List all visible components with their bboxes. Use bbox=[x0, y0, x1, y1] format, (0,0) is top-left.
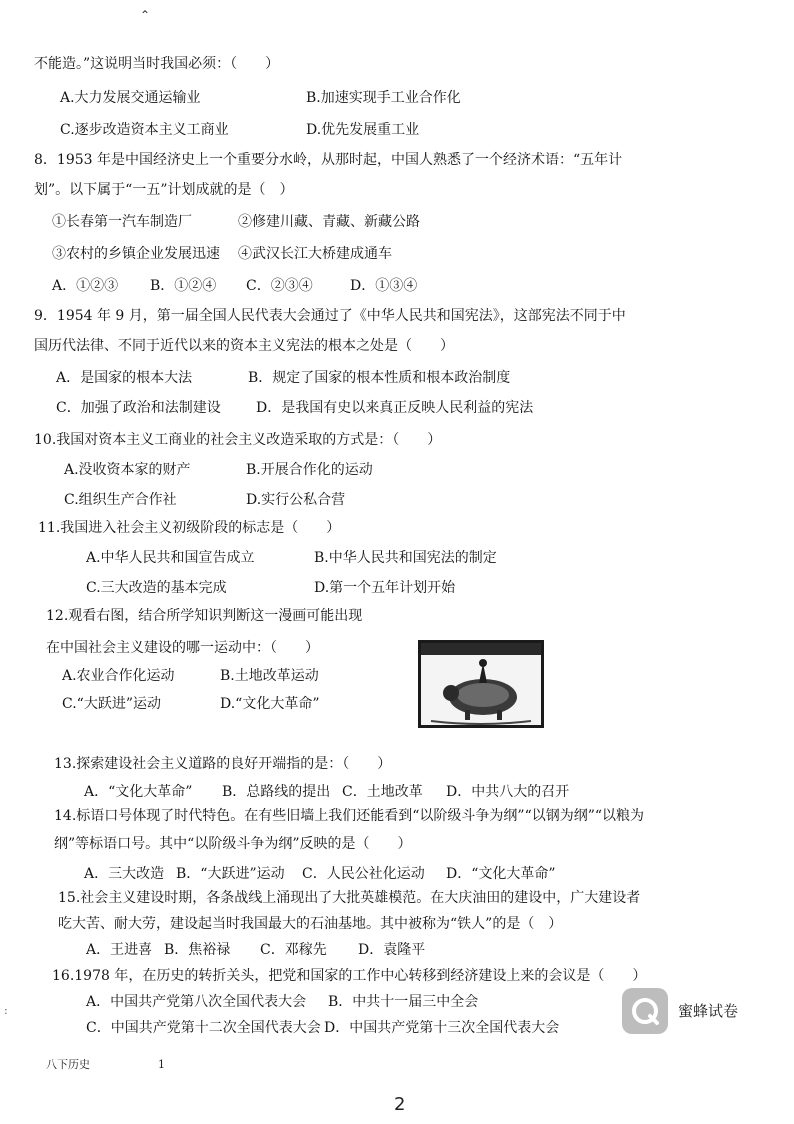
q10-option-b: B.开展合作化的运动 bbox=[246, 462, 373, 478]
q16-option-b: B．中共十一届三中全会 bbox=[328, 994, 479, 1010]
q13-option-d: D．中共八大的召开 bbox=[446, 784, 570, 800]
q16-option-c: C．中国共产党第十二次全国代表大会 bbox=[86, 1020, 321, 1036]
margin-mark: : bbox=[4, 1004, 8, 1017]
q8-option-b: B．①②④ bbox=[150, 278, 217, 294]
q15-stem-line1: 15.社会主义建设时期，各条战线上涌现出了大批英雄模范。在大庆油田的建设中，广大建设者 bbox=[58, 890, 641, 906]
q15-option-b: B．焦裕禄 bbox=[164, 942, 231, 958]
q7-option-d: D.优先发展重工业 bbox=[306, 122, 420, 138]
q7-option-a: A.大力发展交通运输业 bbox=[60, 90, 201, 106]
q8-option-a: A．①②③ bbox=[52, 278, 119, 294]
cartoon-image bbox=[418, 640, 544, 728]
q8-item-1: ①长春第一汽车制造厂 bbox=[52, 214, 192, 230]
q7-option-b: B.加速实现手工业合作化 bbox=[306, 90, 461, 106]
bee-logo-icon bbox=[630, 996, 660, 1026]
q8-stem-line1: 8．1953 年是中国经济史上一个重要分水岭，从那时起，中国人熟悉了一个经济术语：“五年计 bbox=[34, 152, 623, 168]
q16-stem: 16.1978 年，在历史的转折关头，把党和国家的工作中心转移到经济建设上来的会议是（ ） bbox=[52, 968, 647, 984]
q9-option-b: B．规定了国家的根本性质和根本政治制度 bbox=[248, 370, 511, 386]
q14-option-b: B．“大跃进”运动 bbox=[176, 866, 285, 882]
q15-option-c: C．邓稼先 bbox=[260, 942, 327, 958]
q10-option-a: A.没收资本家的财产 bbox=[64, 462, 191, 478]
q15-option-d: D．袁隆平 bbox=[358, 942, 426, 958]
q8-option-c: C．②③④ bbox=[246, 278, 313, 294]
q13-stem: 13.探索建设社会主义道路的良好开端指的是：（ ） bbox=[54, 756, 392, 772]
q16-option-a: A．中国共产党第八次全国代表大会 bbox=[86, 994, 307, 1010]
q13-option-c: C．土地改革 bbox=[342, 784, 423, 800]
q9-option-c: C．加强了政治和法制建设 bbox=[56, 400, 221, 416]
q9-option-d: D．是我国有史以来真正反映人民利益的宪法 bbox=[256, 400, 534, 416]
brand-name: 蜜蜂试卷 bbox=[678, 1002, 739, 1020]
q14-option-a: A．三大改造 bbox=[84, 866, 165, 882]
footer-subject: 八下历史 bbox=[46, 1058, 90, 1071]
q11-stem: 11.我国进入社会主义初级阶段的标志是（ ） bbox=[38, 520, 341, 536]
scan-mark: ⌃ bbox=[140, 8, 151, 22]
q8-item-2: ②修建川藏、青藏、新藏公路 bbox=[238, 214, 420, 230]
q15-stem-line2: 吃大苦、耐大劳，建设起当时我国最大的石油基地。其中被称为“铁人”的是（ ） bbox=[58, 916, 563, 932]
q11-option-a: A.中华人民共和国宣告成立 bbox=[86, 550, 255, 566]
q11-option-b: B.中华人民共和国宪法的制定 bbox=[314, 550, 497, 566]
q8-item-4: ④武汉长江大桥建成通车 bbox=[238, 246, 392, 262]
q12-option-b: B.土地改革运动 bbox=[220, 668, 319, 684]
q12-option-c: C.“大跃进”运动 bbox=[62, 696, 161, 712]
footer-number: 1 bbox=[158, 1058, 165, 1071]
q11-option-c: C.三大改造的基本完成 bbox=[86, 580, 227, 596]
q12-option-d: D.“文化大革命” bbox=[220, 696, 320, 712]
q10-option-c: C.组织生产合作社 bbox=[64, 492, 177, 508]
q14-stem-line1: 14.标语口号体现了时代特色。在有些旧墙上我们还能看到“以阶级斗争为纲”“以钢为纲”“以粮为 bbox=[54, 808, 645, 824]
q11-option-d: D.第一个五年计划开始 bbox=[314, 580, 456, 596]
brand-logo bbox=[622, 988, 668, 1034]
q13-option-b: B．总路线的提出 bbox=[222, 784, 331, 800]
q15-option-a: A．王进喜 bbox=[86, 942, 153, 958]
q9-stem-line1: 9．1954 年 9 月，第一届全国人民代表大会通过了《中华人民共和国宪法》，这部宪法不同于中 bbox=[34, 308, 626, 324]
q14-stem-line2: 纲”等标语口号。其中“以阶级斗争为纲”反映的是（ ） bbox=[54, 836, 412, 852]
q9-stem-line2: 国历代法律、不同于近代以来的资本主义宪法的根本之处是（ ） bbox=[34, 338, 454, 354]
q12-option-a: A.农业合作化运动 bbox=[62, 668, 175, 684]
q12-stem-line1: 12.观看右图，结合所学知识判断这一漫画可能出现 bbox=[46, 608, 363, 624]
cartoon-illustration bbox=[421, 655, 541, 725]
q8-option-d: D．①③④ bbox=[350, 278, 418, 294]
q7-stem: 不能造。”这说明当时我国必须：（ ） bbox=[34, 56, 280, 72]
q8-stem-line2: 划”。以下属于“一五”计划成就的是（ ） bbox=[34, 182, 294, 198]
q13-option-a: A．“文化大革命” bbox=[84, 784, 193, 800]
q7-option-c: C.逐步改造资本主义工商业 bbox=[60, 122, 229, 138]
q8-item-3: ③农村的乡镇企业发展迅速 bbox=[52, 246, 220, 262]
page-number: 2 bbox=[394, 1094, 406, 1115]
q9-option-a: A．是国家的根本大法 bbox=[56, 370, 193, 386]
q16-option-d: D．中国共产党第十三次全国代表大会 bbox=[324, 1020, 560, 1036]
q14-option-c: C．人民公社化运动 bbox=[302, 866, 425, 882]
cartoon-frame-top bbox=[421, 643, 541, 655]
q10-option-d: D.实行公私合营 bbox=[246, 492, 346, 508]
q10-stem: 10.我国对资本主义工商业的社会主义改造采取的方式是：（ ） bbox=[34, 432, 442, 448]
q12-stem-line2: 在中国社会主义建设的哪一运动中：（ ） bbox=[46, 640, 319, 656]
q14-option-d: D．“文化大革命” bbox=[446, 866, 556, 882]
